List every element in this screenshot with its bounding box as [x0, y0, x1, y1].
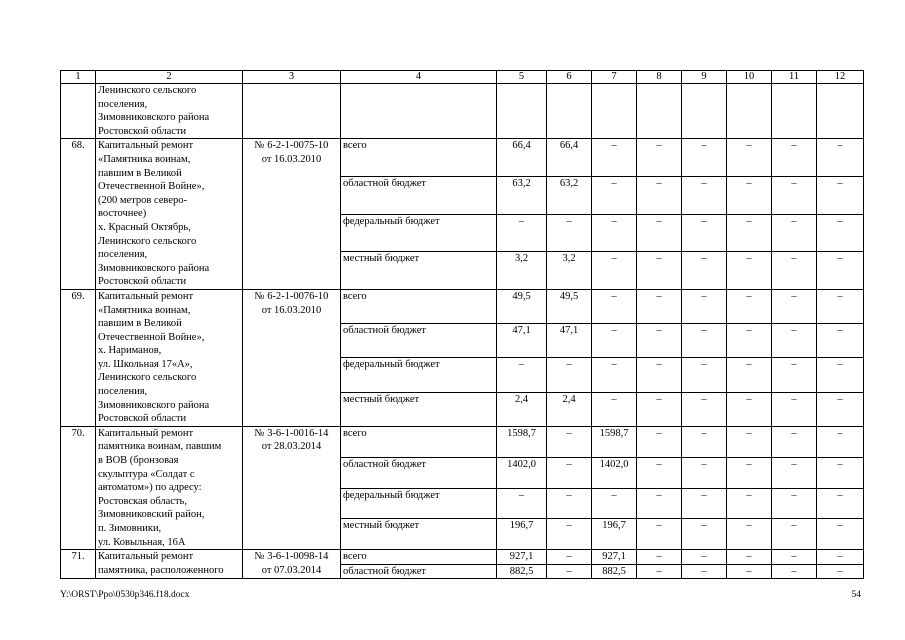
amount-cell: 3,2 — [547, 252, 592, 290]
column-header: 11 — [772, 71, 817, 84]
amount-cell: – — [637, 289, 682, 323]
empty-cell — [243, 84, 341, 139]
amount-cell: – — [772, 139, 817, 177]
amount-cell: – — [727, 550, 772, 565]
amount-cell: – — [682, 139, 727, 177]
amount-cell: – — [772, 564, 817, 579]
description-line: Капитальный ремонт — [98, 140, 194, 152]
amount-cell: – — [682, 289, 727, 323]
amount-cell: – — [727, 358, 772, 392]
amount-cell: – — [727, 564, 772, 579]
amount-cell: 47,1 — [547, 324, 592, 358]
description-line: Ростовской области — [98, 125, 187, 137]
amount-cell: 1598,7 — [497, 426, 547, 457]
amount-cell: – — [547, 358, 592, 392]
amount-cell: – — [817, 214, 864, 252]
description-line: поселения, — [98, 386, 148, 398]
amount-cell: – — [637, 252, 682, 290]
row-number: 68. — [61, 139, 96, 290]
column-header: 2 — [96, 71, 243, 84]
object-description-cell — [96, 426, 243, 549]
amount-cell: – — [547, 214, 592, 252]
amount-cell: – — [592, 324, 637, 358]
amount-cell: – — [682, 252, 727, 290]
row-number: 69. — [61, 289, 96, 426]
amount-cell: 49,5 — [497, 289, 547, 323]
column-header: 7 — [592, 71, 637, 84]
description-line: Капитальный ремонт — [98, 551, 194, 563]
amount-cell: – — [682, 457, 727, 488]
description-line: восточнее) — [98, 208, 147, 220]
amount-cell: – — [772, 358, 817, 392]
amount-cell: – — [727, 324, 772, 358]
amount-cell: – — [637, 358, 682, 392]
document-reference-line: от 28.03.2014 — [261, 441, 322, 453]
empty-cell — [637, 84, 682, 139]
amount-cell: – — [637, 214, 682, 252]
document-reference-line: № 6-2-1-0076-10 — [254, 290, 329, 302]
description-line: х. Нариманов, — [98, 345, 162, 357]
amount-cell: – — [637, 519, 682, 550]
column-header: 12 — [817, 71, 864, 84]
amount-cell: – — [682, 564, 727, 579]
amount-cell: – — [497, 214, 547, 252]
column-header: 10 — [727, 71, 772, 84]
amount-cell: – — [772, 392, 817, 426]
description-line: ул. Школьная 17«А», — [98, 358, 193, 370]
amount-cell: – — [772, 252, 817, 290]
description-line: Зимовниковского района — [98, 112, 210, 124]
object-description-cell — [96, 550, 243, 579]
continuation-row — [61, 84, 864, 139]
amount-cell: – — [497, 488, 547, 519]
amount-cell: – — [772, 214, 817, 252]
amount-cell: – — [817, 358, 864, 392]
amount-cell: – — [547, 550, 592, 565]
amount-cell: – — [727, 289, 772, 323]
amount-cell: 3,2 — [497, 252, 547, 290]
amount-cell: – — [682, 519, 727, 550]
amount-cell: – — [817, 139, 864, 177]
amount-cell: – — [547, 426, 592, 457]
amount-cell: 63,2 — [547, 177, 592, 215]
funding-source: всего — [341, 289, 497, 323]
empty-cell — [772, 84, 817, 139]
amount-cell: 1598,7 — [592, 426, 637, 457]
empty-cell — [497, 84, 547, 139]
document-reference-cell — [243, 289, 341, 426]
description-line: ул. Ковыльная, 16А — [98, 536, 186, 548]
description-line: Зимовниковского района — [98, 399, 210, 411]
amount-cell: – — [727, 457, 772, 488]
table-row — [61, 426, 864, 457]
description-line: Зимовниковский район, — [98, 509, 205, 521]
budget-table — [60, 70, 864, 579]
amount-cell: – — [637, 324, 682, 358]
amount-cell: – — [637, 550, 682, 565]
amount-cell: 1402,0 — [592, 457, 637, 488]
amount-cell: – — [772, 289, 817, 323]
amount-cell: – — [727, 426, 772, 457]
amount-cell: – — [817, 564, 864, 579]
funding-source: областной бюджет — [341, 324, 497, 358]
amount-cell: 882,5 — [497, 564, 547, 579]
description-line: (200 метров северо- — [98, 194, 187, 206]
empty-cell — [817, 84, 864, 139]
amount-cell: – — [772, 519, 817, 550]
funding-source: областной бюджет — [341, 457, 497, 488]
empty-cell — [682, 84, 727, 139]
amount-cell: 49,5 — [547, 289, 592, 323]
amount-cell: 927,1 — [592, 550, 637, 565]
description-line: Ленинского сельского — [98, 372, 197, 384]
empty-cell — [341, 84, 497, 139]
amount-cell: – — [727, 519, 772, 550]
funding-source: федеральный бюджет — [341, 214, 497, 252]
amount-cell: 63,2 — [497, 177, 547, 215]
funding-source: местный бюджет — [341, 252, 497, 290]
amount-cell: – — [772, 550, 817, 565]
amount-cell: – — [817, 457, 864, 488]
amount-cell: – — [637, 139, 682, 177]
table-row — [61, 289, 864, 323]
amount-cell: – — [727, 488, 772, 519]
amount-cell: 2,4 — [547, 392, 592, 426]
amount-cell: – — [637, 564, 682, 579]
description-line: Капитальный ремонт — [98, 290, 194, 302]
amount-cell: – — [547, 519, 592, 550]
table-row — [61, 550, 864, 565]
description-line: поселения, — [98, 98, 148, 110]
amount-cell: – — [497, 358, 547, 392]
amount-cell: – — [727, 392, 772, 426]
amount-cell: – — [817, 426, 864, 457]
amount-cell: – — [637, 392, 682, 426]
amount-cell: – — [592, 358, 637, 392]
column-header: 1 — [61, 71, 96, 84]
document-reference-line: от 07.03.2014 — [261, 564, 322, 576]
empty-cell — [592, 84, 637, 139]
amount-cell: – — [772, 426, 817, 457]
amount-cell: – — [682, 324, 727, 358]
description-line: в ВОВ (бронзовая — [98, 455, 179, 467]
amount-cell: – — [817, 488, 864, 519]
column-header: 9 — [682, 71, 727, 84]
amount-cell: – — [682, 426, 727, 457]
amount-cell: – — [592, 214, 637, 252]
description-line: Ростовская область, — [98, 495, 187, 507]
amount-cell: 196,7 — [592, 519, 637, 550]
amount-cell: – — [817, 252, 864, 290]
amount-cell: – — [592, 392, 637, 426]
amount-cell: – — [682, 550, 727, 565]
row-number-cell — [61, 84, 96, 139]
document-reference-cell — [243, 550, 341, 579]
amount-cell: – — [817, 550, 864, 565]
document-reference-line: от 16.03.2010 — [261, 304, 322, 316]
description-line: памятника воинам, павшим — [98, 441, 222, 453]
amount-cell: – — [682, 177, 727, 215]
amount-cell: – — [682, 392, 727, 426]
amount-cell: 882,5 — [592, 564, 637, 579]
object-description-cell — [96, 84, 243, 139]
amount-cell: – — [592, 139, 637, 177]
amount-cell: – — [637, 177, 682, 215]
amount-cell: – — [682, 488, 727, 519]
description-line: «Памятника воинам, — [98, 304, 191, 316]
column-header: 3 — [243, 71, 341, 84]
amount-cell: – — [817, 324, 864, 358]
funding-source: федеральный бюджет — [341, 488, 497, 519]
document-reference-line: № 3-6-1-0098-14 — [254, 551, 329, 563]
description-line: Отечественной Войне», — [98, 181, 205, 193]
description-line: павшим в Великой — [98, 318, 182, 330]
funding-source: местный бюджет — [341, 392, 497, 426]
amount-cell: – — [772, 457, 817, 488]
document-reference-cell — [243, 139, 341, 290]
empty-cell — [547, 84, 592, 139]
amount-cell: – — [547, 457, 592, 488]
amount-cell: – — [772, 488, 817, 519]
description-line: Зимовниковского района — [98, 262, 210, 274]
document-reference-line: № 3-6-1-0016-14 — [254, 427, 329, 439]
document-reference-cell — [243, 426, 341, 549]
footer-file-path: Y:\ORST\Ppo\0530p346.f18.docx — [60, 590, 190, 600]
amount-cell: – — [772, 177, 817, 215]
amount-cell: – — [592, 289, 637, 323]
amount-cell: – — [637, 488, 682, 519]
object-description-cell — [96, 289, 243, 426]
description-line: скульптура «Солдат с — [98, 468, 195, 480]
description-line: х. Красный Октябрь, — [98, 221, 191, 233]
amount-cell: – — [817, 289, 864, 323]
description-line: «Памятника воинам, — [98, 153, 191, 165]
amount-cell: 66,4 — [497, 139, 547, 177]
funding-source: всего — [341, 426, 497, 457]
amount-cell: – — [817, 519, 864, 550]
document-reference-line: № 6-2-1-0075-10 — [254, 140, 329, 152]
row-number: 71. — [61, 550, 96, 579]
funding-source: областной бюджет — [341, 177, 497, 215]
empty-cell — [727, 84, 772, 139]
amount-cell: – — [547, 564, 592, 579]
amount-cell: 2,4 — [497, 392, 547, 426]
description-line: Отечественной Войне», — [98, 331, 205, 343]
object-description-cell — [96, 139, 243, 290]
row-number: 70. — [61, 426, 96, 549]
description-line: Ростовской области — [98, 413, 187, 425]
amount-cell: – — [637, 457, 682, 488]
table-row — [61, 139, 864, 177]
description-line: Капитальный ремонт — [98, 427, 194, 439]
amount-cell: 1402,0 — [497, 457, 547, 488]
funding-source: местный бюджет — [341, 519, 497, 550]
funding-source: областной бюджет — [341, 564, 497, 579]
funding-source: федеральный бюджет — [341, 358, 497, 392]
description-line: Ростовской области — [98, 276, 187, 288]
amount-cell: 927,1 — [497, 550, 547, 565]
description-line: павшим в Великой — [98, 167, 182, 179]
amount-cell: 196,7 — [497, 519, 547, 550]
amount-cell: – — [727, 214, 772, 252]
amount-cell: – — [727, 177, 772, 215]
funding-source: всего — [341, 139, 497, 177]
amount-cell: 66,4 — [547, 139, 592, 177]
amount-cell: – — [682, 358, 727, 392]
amount-cell: – — [817, 392, 864, 426]
description-line: п. Зимовники, — [98, 523, 162, 534]
page-number: 54 — [851, 590, 861, 600]
column-header: 6 — [547, 71, 592, 84]
description-line: поселения, — [98, 249, 148, 261]
amount-cell: – — [727, 139, 772, 177]
amount-cell: – — [547, 488, 592, 519]
amount-cell: – — [637, 426, 682, 457]
document-reference-line: от 16.03.2010 — [261, 153, 322, 165]
amount-cell: – — [772, 324, 817, 358]
amount-cell: – — [592, 177, 637, 215]
description-line: памятника, расположенного — [98, 564, 224, 576]
column-header: 8 — [637, 71, 682, 84]
amount-cell: – — [817, 177, 864, 215]
amount-cell: – — [592, 252, 637, 290]
column-number-header — [61, 71, 864, 84]
amount-cell: – — [682, 214, 727, 252]
column-header: 4 — [341, 71, 497, 84]
description-line: Ленинского сельского — [98, 85, 197, 96]
description-line: Ленинского сельского — [98, 235, 197, 247]
description-line: автоматом») по адресу: — [98, 482, 202, 494]
amount-cell: – — [592, 488, 637, 519]
column-header: 5 — [497, 71, 547, 84]
funding-source: всего — [341, 550, 497, 565]
amount-cell: – — [727, 252, 772, 290]
amount-cell: 47,1 — [497, 324, 547, 358]
